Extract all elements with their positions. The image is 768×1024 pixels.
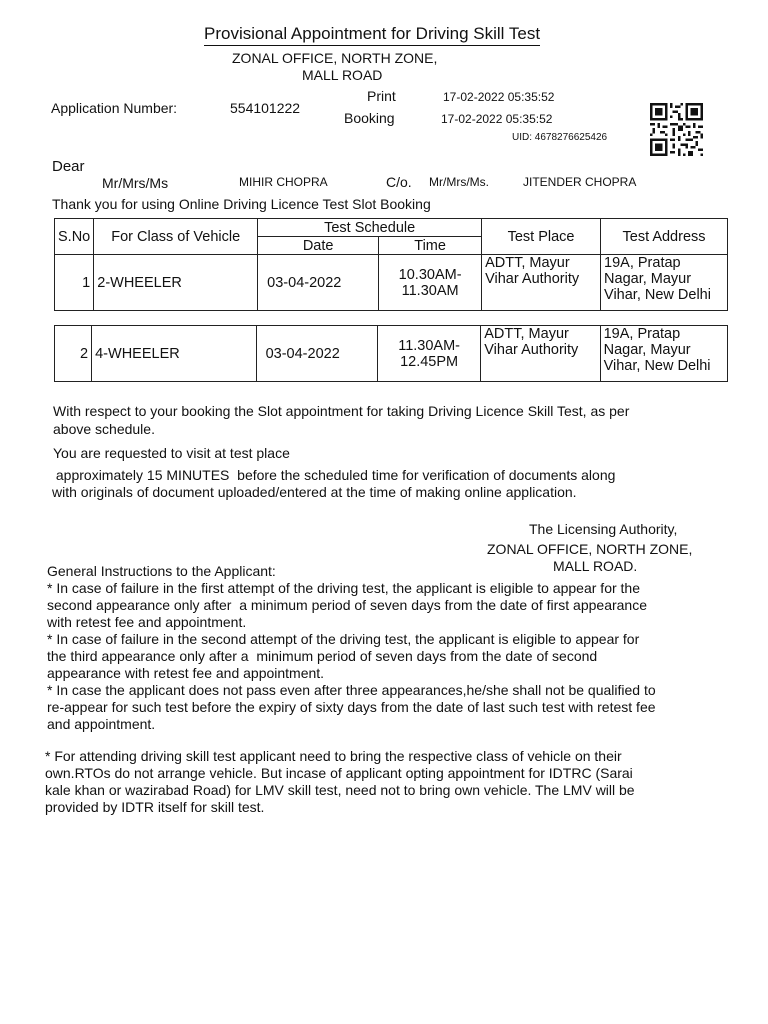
instruction-3-line2: re-appear for such test before the expiry of sixty days from the date of last such test with retest fee — [47, 699, 656, 715]
row-address: 19A, Pratap Nagar, Mayur Vihar, New Delhi — [600, 326, 727, 382]
booking-label: Booking — [344, 110, 395, 126]
header-class: For Class of Vehicle — [94, 219, 258, 255]
row-date: 03-04-2022 — [256, 326, 377, 382]
authority-line1: The Licensing Authority, — [529, 521, 678, 537]
qr-code-icon — [650, 103, 703, 156]
header-date: Date — [258, 237, 379, 255]
instruction-4-line1: * For attending driving skill test applicant need to bring the respective class of vehicle on their — [45, 748, 622, 764]
guardian-name: JITENDER CHOPRA — [523, 175, 637, 189]
thank-you-message: Thank you for using Online Driving Licence Test Slot Booking — [52, 196, 431, 212]
body-para1-line2: above schedule. — [53, 421, 155, 437]
instruction-4-line4: provided by IDTR itself for skill test. — [45, 799, 265, 815]
header-time: Time — [379, 237, 482, 255]
application-number-label: Application Number: — [51, 100, 178, 116]
header-schedule: Test Schedule — [258, 219, 482, 237]
instruction-2-line3: appearance with retest fee and appointment. — [47, 665, 325, 681]
table-header-row — [55, 219, 728, 237]
body-para2: You are requested to visit at test place — [53, 445, 290, 461]
body-para1-line1: With respect to your booking the Slot appointment for taking Driving Licence Skill Test, as per — [53, 403, 630, 419]
row-class: 4-WHEELER — [92, 326, 256, 382]
row-place: ADTT, Mayur Vihar Authority — [481, 326, 600, 382]
instruction-1-line3: with retest fee and appointment. — [47, 614, 247, 630]
row-sno: 2 — [55, 326, 92, 382]
row-address: 19A, Pratap Nagar, Mayur Vihar, New Delhi — [601, 255, 728, 311]
authority-line3: MALL ROAD. — [553, 558, 638, 574]
body-para3-line1: approximately 15 MINUTES before the scheduled time for verification of documents along — [52, 467, 616, 483]
instruction-3-line3: and appointment. — [47, 716, 156, 732]
instruction-1-line2: second appearance only after a minimum period of seven days from the date of first appearance — [47, 597, 648, 613]
uid-label: UID: 4678276625426 — [512, 132, 608, 143]
guardian-title: Mr/Mrs/Ms. — [429, 175, 489, 189]
office-line-2: MALL ROAD — [302, 67, 383, 83]
authority-line2: ZONAL OFFICE, NORTH ZONE, — [487, 541, 693, 557]
header-sno: S.No — [55, 219, 94, 255]
row-date: 03-04-2022 — [258, 255, 379, 311]
instruction-1-line1: * In case of failure in the first attempt of the driving test, the applicant is eligible to appear for the — [47, 580, 640, 596]
row-place: ADTT, Mayur Vihar Authority — [482, 255, 601, 311]
application-number-value: 554101222 — [230, 100, 301, 116]
print-label: Print — [367, 88, 396, 104]
body-para3-line2: with originals of document uploaded/entered at the time of making online application. — [52, 484, 577, 500]
instructions-heading: General Instructions to the Applicant: — [47, 563, 276, 579]
table-row — [55, 255, 728, 311]
instruction-3-line1: * In case the applicant does not pass even after three appearances,he/she shall not be qualified to — [47, 682, 656, 698]
care-of-label: C/o. — [386, 174, 412, 190]
page-title: Provisional Appointment for Driving Skill Test — [204, 24, 540, 46]
dear-label: Dear — [52, 158, 85, 175]
header-place: Test Place — [482, 219, 601, 255]
applicant-name: MIHIR CHOPRA — [239, 175, 328, 189]
row-time: 10.30AM- 11.30AM — [379, 255, 482, 311]
print-timestamp: 17-02-2022 05:35:52 — [443, 90, 555, 104]
instruction-2-line1: * In case of failure in the second attempt of the driving test, the applicant is eligible to appear for — [47, 631, 640, 647]
booking-timestamp: 17-02-2022 05:35:52 — [441, 112, 553, 126]
instruction-2-line2: the third appearance only after a minimum period of seven days from the date of second — [47, 648, 598, 664]
instruction-4-line3: kale khan or wazirabad Road) for LMV skill test, need not to bring own vehicle. The LMV will be — [45, 782, 635, 798]
header-address: Test Address — [601, 219, 728, 255]
table-row — [55, 326, 728, 382]
office-line-1: ZONAL OFFICE, NORTH ZONE, — [232, 50, 438, 66]
row-time: 11.30AM- 12.45PM — [377, 326, 480, 382]
row-sno: 1 — [55, 255, 94, 311]
schedule-table-row2 — [54, 325, 728, 382]
applicant-title: Mr/Mrs/Ms — [102, 175, 169, 191]
row-class: 2-WHEELER — [94, 255, 258, 311]
instruction-4-line2: own.RTOs do not arrange vehicle. But incase of applicant opting appointment for IDTRC (Sarai — [45, 765, 633, 781]
schedule-table — [54, 218, 728, 311]
